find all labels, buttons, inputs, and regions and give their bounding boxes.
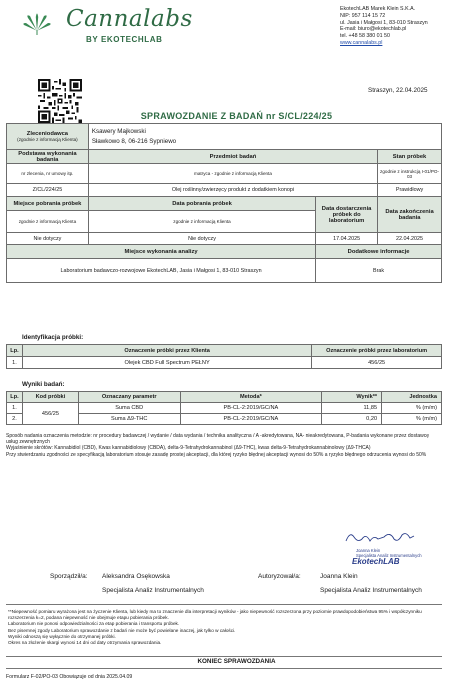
- company-line: E-mail: biuro@ekotechlab.pl: [340, 26, 407, 33]
- client-name: Ksawery Majkowski: [91, 127, 146, 135]
- results-heading: Wyniki badań:: [22, 381, 65, 388]
- company-line: NIP: 957 114 15 72: [340, 12, 386, 19]
- res-col-unit: Jednostka: [382, 392, 442, 403]
- client-label: Zleceniodawca: [26, 131, 69, 137]
- sampling-place-value: Nie dotyczy: [7, 233, 89, 245]
- end-date-value: 22.04.2025: [378, 233, 442, 245]
- cannabis-leaf-icon: [22, 9, 52, 35]
- res-col-result: Wynik**: [322, 392, 382, 403]
- divider: [6, 604, 442, 605]
- client-label-sub: (zgodnie z informacją Klienta): [17, 137, 78, 142]
- stamp-role: Specjalista Analiz Instrumentalnych: [356, 553, 422, 558]
- res-row-param: Suma Δ9-THC: [78, 414, 180, 425]
- res-row-param: Suma CBD: [78, 403, 180, 414]
- prepared-name: Aleksandra Osękowska: [102, 573, 170, 580]
- authorized-label: Autoryzował/a:: [258, 573, 301, 580]
- sampling-place-sub: zgodnie z informacją Klienta: [7, 211, 89, 233]
- footnotes: [8, 609, 438, 646]
- res-code: 456/25: [22, 403, 78, 425]
- brand-logo-text: Cannalabs: [66, 6, 193, 32]
- footnote-line: Wyniki odnoszą się wyłącznie do otrzymanej próbki.: [8, 633, 116, 639]
- end-of-report: KONIEC SPRAWOZDANIA: [197, 658, 276, 665]
- report-info-table: [6, 123, 442, 283]
- authorized-name: Joanna Klein: [320, 573, 358, 580]
- sampling-date-label: Data pobrania próbek: [88, 197, 315, 211]
- footnote-line: Laboratorium nie ponosi odpowiedzialności za etap pobierania i transportu próbek.: [8, 621, 180, 627]
- stamp-brand: EkotechLAB: [352, 557, 400, 566]
- basis-value: Z/CL/224/25: [7, 184, 89, 197]
- identification-heading: Identyfikacja próbki:: [22, 334, 84, 341]
- basis-label: Podstawa wykonania badania: [7, 150, 89, 164]
- footnote-line: Bez pisemnej zgody Laboratorium sprawozdanie z badań nie może być powielane inaczej, jak tylko w całości.: [8, 627, 236, 633]
- id-row-lab: 456/25: [312, 357, 442, 369]
- res-col-method: Metoda*: [180, 392, 322, 403]
- res-row-result: 11,85: [322, 403, 382, 414]
- res-row-unit: % (m/m): [382, 403, 442, 414]
- report-date: Straszyn, 22.04.2025: [368, 87, 428, 94]
- identification-table: [6, 344, 442, 369]
- prepared-label: Sporządził/a:: [50, 573, 88, 580]
- delivery-date-label: Data dostarczenia próbek do laboratorium: [316, 197, 378, 233]
- res-row-lp: 2.: [7, 414, 23, 425]
- id-col-client: Oznaczenie próbki przez Klienta: [22, 345, 311, 357]
- authorized-role: Specjalista Analiz Instrumentalnych: [320, 587, 422, 594]
- note-line: Przy stwierdzaniu zgodności ze specyfikacją laboratorium stosuje zasadę prostej akceptacji, dla której ryzyko błędnej akceptacji wynosi do 50% a ryzyko błędnego odrzucenia wynosi do 50%: [6, 451, 427, 458]
- extra-info-value: Brak: [316, 259, 442, 283]
- form-id: Formularz F-02/PO-03 Obowiązuje od dnia 2025.04.09: [6, 674, 133, 680]
- res-col-param: Oznaczany parametr: [78, 392, 180, 403]
- res-row-result: 0,20: [322, 414, 382, 425]
- delivery-date-value: 17.04.2025: [316, 233, 378, 245]
- company-line: EkotechLAB Marek Klein S.K.A.: [340, 6, 416, 12]
- client-value-cell: [88, 124, 441, 150]
- sampling-date-sub: zgodnie z informacją Klienta: [88, 211, 315, 233]
- res-col-code: Kod próbki: [22, 392, 78, 403]
- note-line: Wyjaśnienie skrótów: Kannabidiol (CBD), Kwas kannabidiolowy (CBDA), delta-9-Tetrahydrokannabinol (Δ9-THC), kwas delta-9-Tetrahydrokannabinolowy (Δ9-THCA): [6, 445, 371, 452]
- id-row-client: Olejek CBD Full Spectrum PEŁNY: [22, 357, 311, 369]
- id-col-lab: Oznaczenie próbki przez laboratorium: [312, 345, 442, 357]
- divider: [6, 656, 442, 657]
- client-label-cell: [7, 124, 89, 150]
- res-row-lp: 1.: [7, 403, 23, 414]
- sample-state-sub: zgodnie z instrukcją I-01/PO-03: [378, 164, 442, 184]
- sampling-date-value: Nie dotyczy: [88, 233, 315, 245]
- brand-subtitle: BY EKOTECHLAB: [86, 35, 163, 44]
- divider: [6, 668, 442, 669]
- analysis-place-value: Laboratorium badawczo-rozwojowe EkotechLAB, Jasia i Małgosi 1, 83-010 Straszyn: [7, 259, 316, 283]
- method-notes: [6, 433, 442, 458]
- results-table: [6, 391, 442, 425]
- subject-sub: matryca - zgodnie z informacją Klienta: [88, 164, 377, 184]
- res-row-method: PB-CL-2:2019/GC/NA: [180, 414, 322, 425]
- stamp-name: Joanna Klein: [356, 548, 381, 553]
- extra-info-label: Dodatkowe informacje: [316, 245, 442, 259]
- sample-state-value: Prawidłowy: [378, 184, 442, 197]
- footnote-line: Okres na złożenie skargi wynosi 14 dni od daty otrzymania sprawozdania.: [8, 640, 162, 646]
- website-link[interactable]: www.cannalabs.pl: [340, 39, 383, 46]
- company-line: tel. +48 58 380 01 50: [340, 33, 390, 40]
- id-col-lp: Lp.: [7, 345, 23, 357]
- handwritten-signature: [344, 529, 416, 547]
- analysis-place-label: Miejsce wykonania analizy: [7, 245, 316, 259]
- client-address: Sławkowo 8, 06-216 Sypniewo: [91, 137, 177, 145]
- res-col-lp: Lp.: [7, 392, 23, 403]
- company-info: [340, 6, 428, 47]
- table-row: [7, 357, 442, 369]
- footnote-line: **Niepewność pomiaru wyrażona jest na życzenie Klienta, lub kiedy ma to znaczenie dla interpretacji wyników - jako niepewność rozszerzona przy poziomie prawdopodobieństwa 95% i współczynniku rozszerzenia k=2, podana niepewność nie obejmuje etapu pobierania próbek.: [8, 609, 422, 621]
- id-row-lp: 1.: [7, 357, 23, 369]
- report-title: SPRAWOZDANIE Z BADAŃ nr S/CL/224/25: [140, 111, 333, 121]
- table-row: [7, 403, 442, 414]
- note-line: Sposób nadania oznaczenia metodzie: nr procedury badawczej / wydanie / data wydania / technika analityczna / A -akredytowana, NA- nieakredytowana, P-badania wykonane przez dostawcę usług zewnętrznych: [6, 433, 430, 446]
- res-row-unit: % (m/m): [382, 414, 442, 425]
- sample-state-label: Stan próbek: [378, 150, 442, 164]
- res-row-method: PB-CL-2:2019/GC/NA: [180, 403, 322, 414]
- basis-sub: nr zlecenia, nr umowy itp.: [7, 164, 89, 184]
- end-date-label: Data zakończenia badania: [378, 197, 442, 233]
- sampling-place-label: Miejsce pobrania próbek: [7, 197, 89, 211]
- subject-value: Olej roślinny/zwierzęcy produkt z dodatkiem konopi: [88, 184, 377, 197]
- prepared-role: Specjalista Analiz Instrumentalnych: [102, 587, 204, 594]
- subject-label: Przedmiot badań: [88, 150, 377, 164]
- company-line: ul. Jasia i Małgosi 1, 83-010 Straszyn: [340, 19, 428, 26]
